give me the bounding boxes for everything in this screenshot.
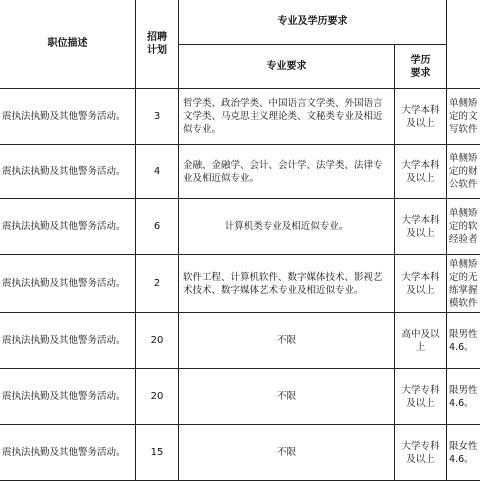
header-note-col [447,0,480,89]
header-major-req: 专业要求 [179,45,395,89]
position-desc-cell: 震执法执勤及其他警务活动。 [0,199,136,255]
position-desc-cell: 震执法执勤及其他警务活动。 [0,425,136,481]
recruit-plan-cell: 6 [136,199,179,255]
table-row [0,255,480,313]
edu-req-cell: 大学本科 及以上 [395,199,447,255]
header-recruit-plan: 招聘 计划 [136,0,179,89]
note-cell: 单侧矫 定的无 练掌握 模软件 [447,255,480,313]
note-cell: 单侧矫 定的财 公软件 [447,145,480,199]
edu-req-cell: 大学专科 及以上 [395,425,447,481]
position-desc-cell: 震执法执勤及其他警务活动。 [0,89,136,145]
recruit-plan-cell: 2 [136,255,179,313]
recruit-plan-cell: 20 [136,313,179,369]
table-row [0,89,480,145]
recruit-plan-cell: 20 [136,369,179,425]
recruit-plan-cell: 4 [136,145,179,199]
table-row [0,425,480,481]
major-req-cell: 计算机类专业及相近似专业。 [179,199,395,255]
position-desc-cell: 震执法执勤及其他警务活动。 [0,369,136,425]
header-major-edu-req: 专业及学历要求 [179,0,447,45]
major-req-cell: 金融、金融学、会计、会计学、法学类、法律专业及相近似专业。 [179,145,395,199]
table-row [0,199,480,255]
table-row [0,145,480,199]
major-req-cell: 软件工程、计算机软件、数字媒体技术、影视艺术技术、数字媒体艺术专业及相近似专业。 [179,255,395,313]
major-req-cell: 哲学类、政治学类、中国语言文学类、外国语言文学类、马克思主义理论类、文秘类专业及相近似专业。 [179,89,395,145]
recruit-plan-cell: 3 [136,89,179,145]
edu-req-cell: 大学本科 及以上 [395,255,447,313]
table-row [0,369,480,425]
major-req-cell: 不限 [179,425,395,481]
note-cell: 单侧矫 定的文 写软件 [447,89,480,145]
note-cell: 限女性 4.6。 [447,425,480,481]
edu-req-cell: 大学本科 及以上 [395,145,447,199]
position-desc-cell: 震执法执勤及其他警务活动。 [0,145,136,199]
edu-req-cell: 大学本科 及以上 [395,89,447,145]
major-req-cell: 不限 [179,369,395,425]
note-cell: 单侧矫 定的软 经验者 [447,199,480,255]
note-cell: 限男性 4.6。 [447,313,480,369]
position-desc-cell: 震执法执勤及其他警务活动。 [0,255,136,313]
major-req-cell: 不限 [179,313,395,369]
recruit-plan-cell: 15 [136,425,179,481]
table-row [0,313,480,369]
position-desc-cell: 震执法执勤及其他警务活动。 [0,313,136,369]
edu-req-cell: 大学专科 及以上 [395,369,447,425]
header-position-desc: 职位描述 [0,0,136,89]
header-edu-req: 学历 要求 [395,45,447,89]
edu-req-cell: 高中及以 上 [395,313,447,369]
note-cell: 限男性 4.6。 [447,369,480,425]
